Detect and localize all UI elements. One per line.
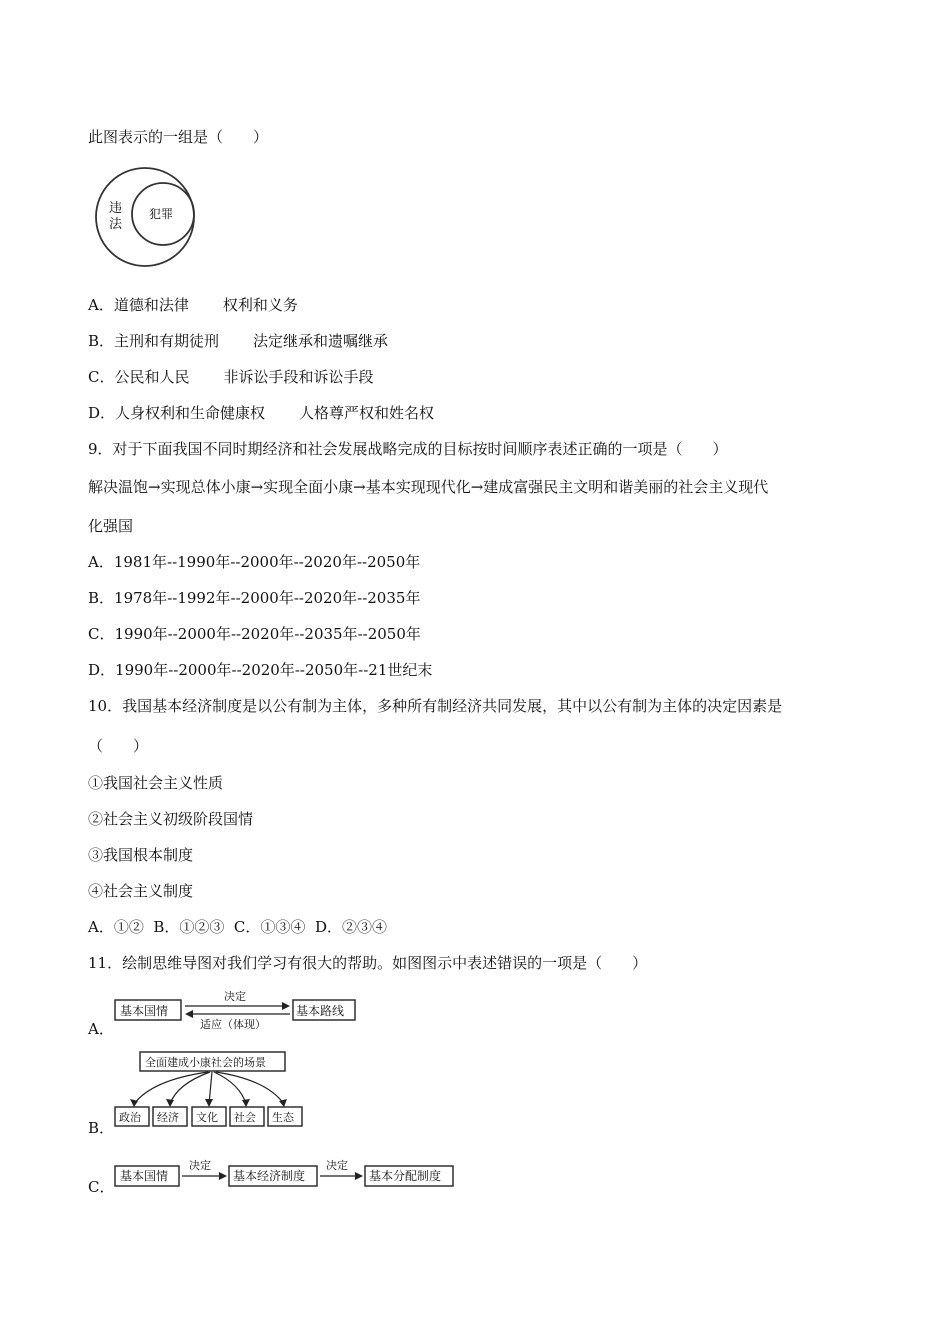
q8-option-d [88, 403, 434, 423]
arrow-right-head [282, 1002, 290, 1010]
option-a-part1: 道德和法律 [113, 296, 189, 314]
q11-option-c-letter: C． [88, 1178, 115, 1196]
option-c-part1: 公民和人民 [114, 368, 190, 386]
arrow-left-head [185, 1010, 193, 1018]
option-b-part1: 主刑和有期徒刑 [114, 332, 220, 350]
option-letter: D． [88, 404, 116, 422]
q11-diagram-a [112, 988, 362, 1030]
q9-option-d: D．1990年--2000年--2020年--2050年--21世纪末 [88, 661, 433, 679]
box-c2-label: 基本经济制度 [233, 1169, 306, 1183]
q10-stem-line1: 10．我国基本经济制度是以公有制为主体，多种所有制经济共同发展，其中以公有制为主体的决定因素是 [88, 697, 783, 715]
option-c-part2: 非诉讼手段和诉讼手段 [223, 368, 374, 386]
option-d-part1: 人身权利和生命健康权 [115, 404, 266, 422]
venn-diagram [92, 166, 202, 270]
option-a-part2: 权利和义务 [222, 296, 298, 314]
box-root-label: 全面建成小康社会的场景 [145, 1056, 266, 1069]
branch-4 [214, 1072, 246, 1104]
outer-label-2: 法 [109, 217, 123, 232]
q11-option-a-letter: A． [88, 1020, 114, 1038]
inner-label: 犯罪 [149, 207, 174, 221]
branch-2 [170, 1072, 210, 1104]
q8-option-b [88, 331, 388, 351]
outer-label-1: 违 [109, 201, 123, 216]
q9-stem: 9．对于下面我国不同时期经济和社会发展战略完成的目标按时间顺序表述正确的一项是（ ） [88, 440, 728, 458]
q10-stem-line2: （ ） [88, 737, 149, 755]
q8-option-c [88, 367, 374, 387]
box-politics-label: 政治 [119, 1111, 141, 1124]
box-economy-label: 经济 [157, 1111, 179, 1124]
q11-stem: 11．绘制思维导图对我们学习有很大的帮助。如图图示中表述错误的一项是（ ） [88, 954, 648, 972]
box-ecology-label: 生态 [272, 1111, 294, 1124]
q10-item-3: ③我国根本制度 [88, 846, 194, 864]
q9-option-a: A．1981年--1990年--2000年--2020年--2050年 [88, 553, 421, 571]
branch-1 [134, 1072, 208, 1104]
arrow-c2-label: 决定 [326, 1159, 348, 1172]
arrow-c1-head [219, 1172, 227, 1180]
box-culture-label: 文化 [196, 1111, 218, 1124]
box-c1-label: 基本国情 [120, 1169, 169, 1183]
q10-item-1: ①我国社会主义性质 [88, 774, 224, 792]
q11-diagram-b [112, 1050, 307, 1130]
q9-sequence-line1: 解决温饱→实现总体小康→实现全面小康→基本实现现代化→建成富强民主文明和谐美丽的社会主义现代 [88, 478, 769, 496]
arrow-c2-head [355, 1172, 363, 1180]
option-d-part2: 人格尊严权和姓名权 [299, 404, 435, 422]
box-a-right-label: 基本路线 [296, 1004, 345, 1018]
q10-item-2: ②社会主义初级阶段国情 [88, 810, 254, 828]
option-b-part2: 法定继承和遗嘱继承 [253, 332, 389, 350]
box-society-label: 社会 [234, 1111, 256, 1124]
q10-item-4: ④社会主义制度 [88, 882, 194, 900]
box-a-left-label: 基本国情 [120, 1004, 169, 1018]
arrow-bottom-label: 适应（体现） [200, 1018, 266, 1030]
q9-option-c: C．1990年--2000年--2020年--2035年--2050年 [88, 625, 421, 643]
q9-option-b: B．1978年--1992年--2000年--2020年--2035年 [88, 589, 421, 607]
arrow-c1-label: 决定 [189, 1159, 211, 1172]
branch-5 [216, 1072, 284, 1104]
q8-option-a [88, 295, 298, 315]
q8-stem: 此图表示的一组是（ ） [88, 128, 269, 146]
q11-diagram-c [112, 1158, 457, 1190]
q10-answers: A．①② B．①②③ C．①③④ D．②③④ [88, 918, 387, 936]
arrow-top-label: 决定 [224, 990, 246, 1003]
q11-option-b-letter: B． [88, 1119, 115, 1137]
option-letter: B． [88, 332, 115, 350]
box-c3-label: 基本分配制度 [369, 1169, 442, 1183]
q9-sequence-line2: 化强国 [88, 517, 134, 535]
option-letter: A． [88, 296, 114, 314]
option-letter: C． [88, 368, 115, 386]
